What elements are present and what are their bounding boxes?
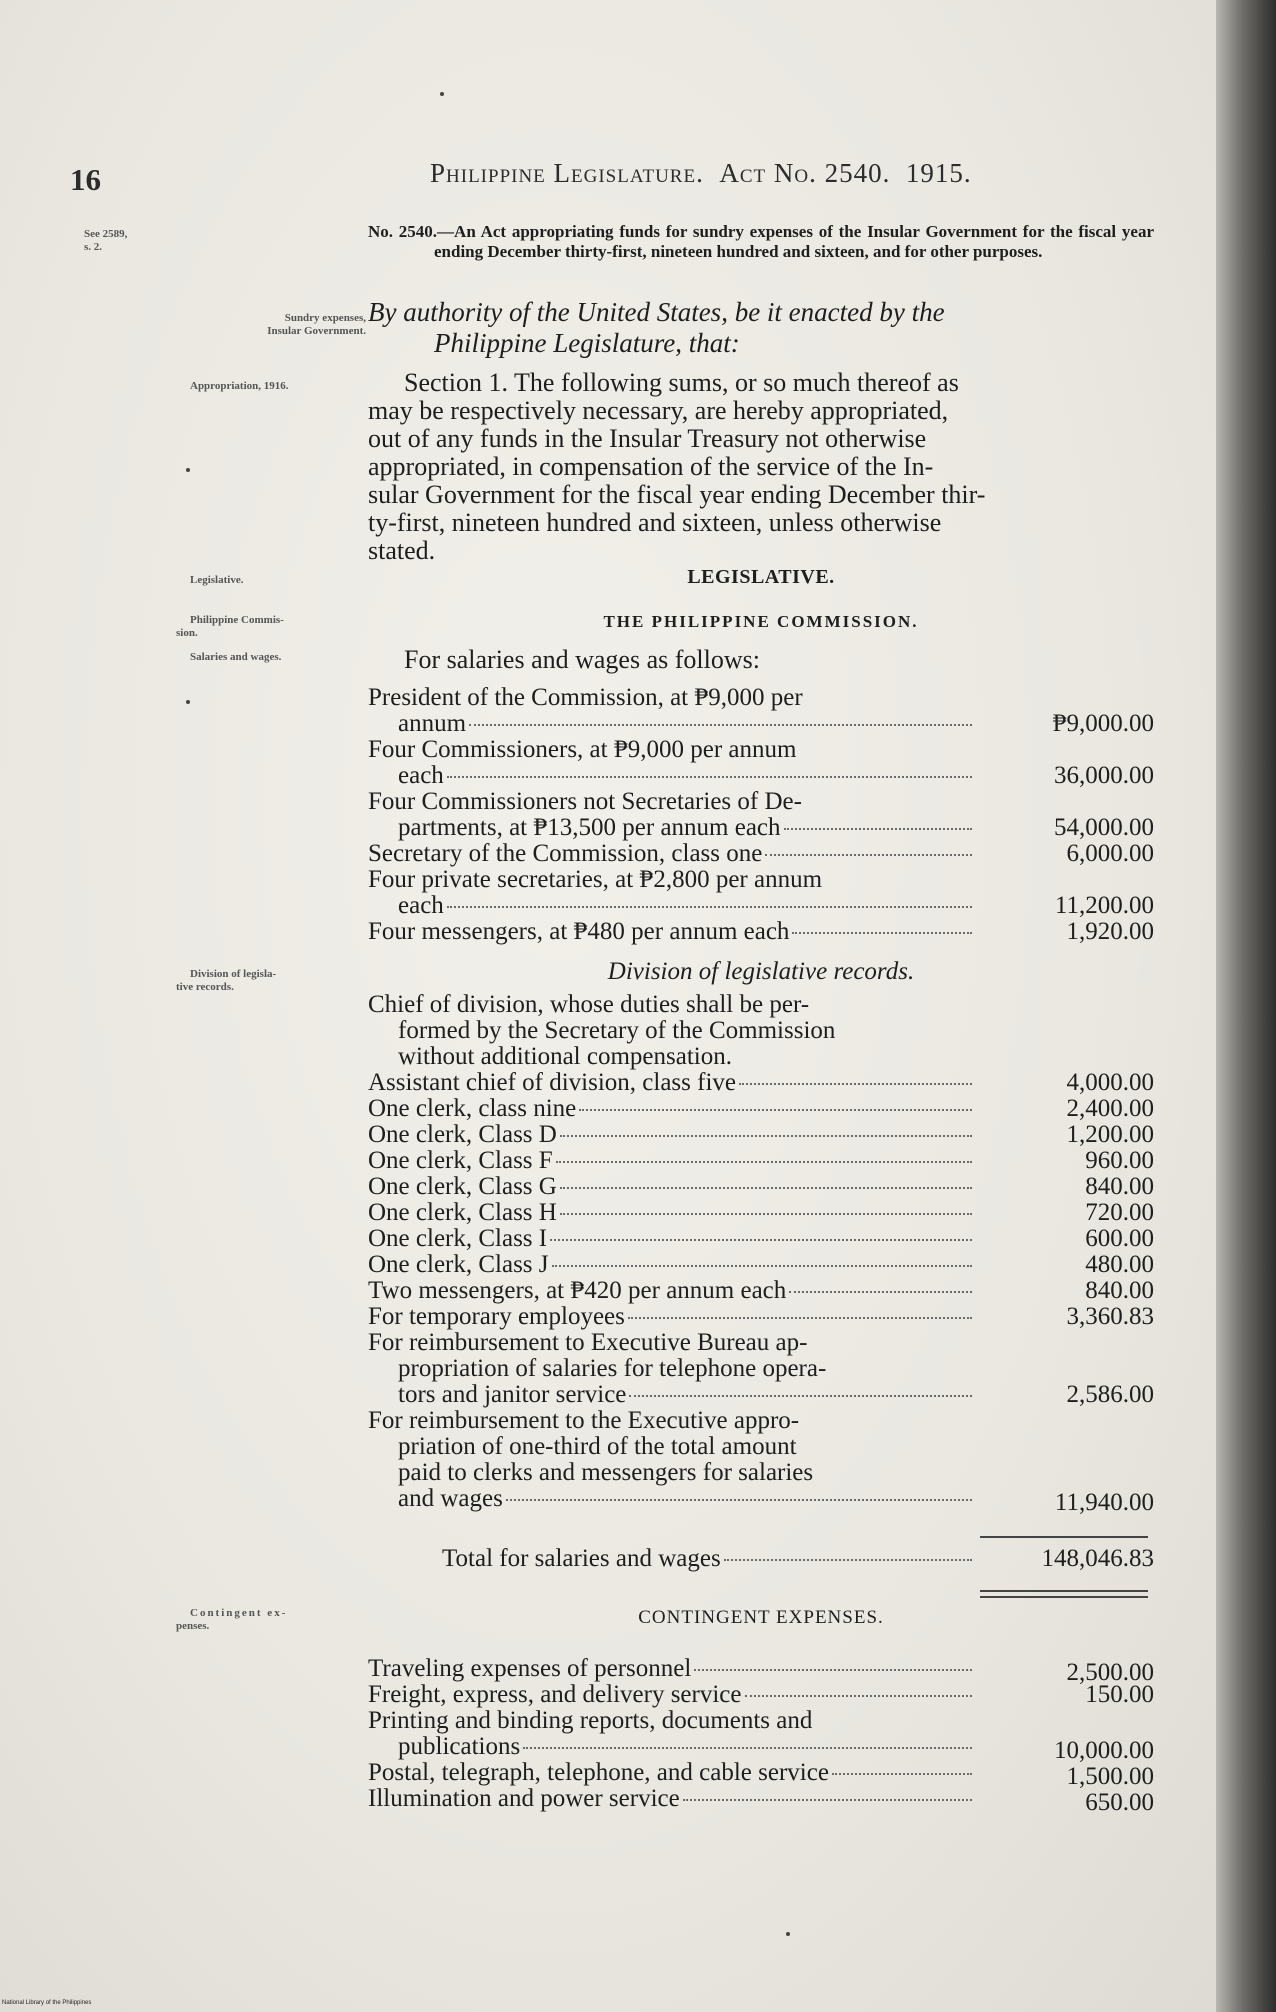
scan-speck bbox=[186, 468, 190, 472]
dot-leader bbox=[789, 1291, 972, 1293]
item-amount: 480.00 bbox=[1085, 1251, 1154, 1278]
margin-note-appropriation: Appropriation, 1916. bbox=[190, 380, 289, 392]
margin-note-contingent bbox=[176, 1607, 287, 1633]
dot-leader bbox=[560, 1135, 972, 1137]
scan-speck bbox=[186, 700, 190, 704]
item-desc-line1: President of the Commission, at ₱9,000 per bbox=[368, 684, 803, 711]
item-amount: 1,500.00 bbox=[1066, 1763, 1154, 1790]
item-desc-line2: propriation of salaries for telephone opera- bbox=[398, 1355, 827, 1382]
item-desc-line1: For temporary employees bbox=[368, 1303, 625, 1330]
item-amount: 2,500.00 bbox=[1066, 1659, 1154, 1686]
item-desc-line3: paid to clerks and messengers for salaries bbox=[398, 1459, 814, 1486]
total-label: Total for salaries and wages bbox=[442, 1545, 721, 1572]
margin-note-legislative: Legislative. bbox=[190, 574, 244, 586]
dot-leader bbox=[560, 1213, 972, 1215]
running-head bbox=[430, 158, 972, 189]
heading-division: Division of legislative records. bbox=[607, 958, 915, 985]
item-amount: 960.00 bbox=[1085, 1147, 1154, 1174]
section1-line5: sular Government for the fiscal year ending December thir- bbox=[368, 480, 986, 509]
chief-line3: without additional compensation. bbox=[398, 1043, 732, 1070]
act-title-line2: Government for the fiscal year ending December thirty-first, nineteen bbox=[434, 222, 1155, 261]
item-desc-line1: Four Commissioners not Secretaries of De- bbox=[368, 788, 802, 815]
dot-leader bbox=[506, 1499, 972, 1501]
total-amount: 148,046.83 bbox=[1041, 1545, 1154, 1572]
item-desc-line2: each bbox=[398, 892, 444, 919]
item-desc-line1: Four messengers, at ₱480 per annum each bbox=[368, 918, 790, 945]
item-amount: 1,200.00 bbox=[1066, 1121, 1154, 1148]
margin-see-line1: See 2589, bbox=[84, 228, 128, 240]
margin-note-sundry bbox=[176, 312, 366, 338]
running-head-year: 1915. bbox=[905, 158, 972, 188]
item-amount: 11,940.00 bbox=[1054, 1489, 1154, 1516]
dot-leader bbox=[560, 1187, 972, 1189]
running-head-act: Act No. 2540. bbox=[719, 158, 891, 188]
margin-see-line2: s. 2. bbox=[84, 241, 103, 253]
section-1 bbox=[368, 369, 1154, 565]
margin-note-salaries: Salaries and wages. bbox=[190, 651, 282, 663]
heading-commission: THE PHILIPPINE COMMISSION. bbox=[603, 612, 919, 631]
margin-commission-line1: Philippine Commis- bbox=[190, 614, 284, 626]
item-amount: 4,000.00 bbox=[1066, 1069, 1154, 1096]
enacting-line2: Philippine Legislature, that: bbox=[434, 328, 740, 358]
dot-leader bbox=[792, 932, 972, 934]
item-desc-line2: partments, at ₱13,500 per annum each bbox=[398, 814, 781, 841]
item-desc-line2: publications bbox=[398, 1733, 521, 1760]
item-amount: 720.00 bbox=[1085, 1199, 1154, 1226]
item-desc-line1: One clerk, Class J bbox=[368, 1251, 549, 1278]
salaries-intro: For salaries and wages as follows: bbox=[404, 645, 760, 674]
item-desc-line1: Two messengers, at ₱420 per annum each bbox=[368, 1277, 787, 1304]
dot-leader bbox=[694, 1669, 972, 1671]
item-desc-line1: One clerk, Class H bbox=[368, 1199, 557, 1226]
item-desc-line1: One clerk, Class F bbox=[368, 1147, 553, 1174]
dot-leader bbox=[724, 1559, 972, 1561]
act-title bbox=[368, 222, 1154, 262]
item-desc-line1: One clerk, Class G bbox=[368, 1173, 557, 1200]
book-edge-shadow bbox=[1216, 0, 1276, 2012]
dot-leader bbox=[745, 1695, 973, 1697]
item-amount: 6,000.00 bbox=[1066, 840, 1154, 867]
section1-line7: stated. bbox=[368, 536, 436, 565]
item-desc-line1: Illumination and power service bbox=[368, 1785, 680, 1812]
margin-division-line1: Division of legisla- bbox=[190, 968, 277, 980]
dot-leader bbox=[550, 1239, 972, 1241]
item-desc-line1: Four Commissioners, at ₱9,000 per annum bbox=[368, 736, 797, 763]
item-amount: 54,000.00 bbox=[1054, 814, 1154, 841]
margin-note-commission bbox=[176, 614, 284, 640]
dot-leader bbox=[683, 1799, 972, 1801]
chief-line1: Chief of division, whose duties shall be per- bbox=[368, 991, 810, 1018]
act-title-text bbox=[368, 222, 1154, 262]
item-desc-line1: One clerk, class nine bbox=[368, 1095, 577, 1122]
dot-leader bbox=[739, 1083, 972, 1085]
item-desc-line1: For reimbursement to Executive Bureau ap- bbox=[368, 1329, 808, 1356]
item-desc-line1: Printing and binding reports, documents and bbox=[368, 1707, 813, 1734]
item-amount: 36,000.00 bbox=[1054, 762, 1154, 789]
dot-leader bbox=[629, 1395, 972, 1397]
page-number: 16 bbox=[70, 162, 101, 197]
item-desc-line1: Assistant chief of division, class five bbox=[368, 1069, 736, 1096]
act-title-line3: hundred and sixteen, and for other purposes. bbox=[716, 242, 1043, 261]
item-amount: 650.00 bbox=[1085, 1789, 1154, 1816]
item-amount: 2,400.00 bbox=[1066, 1095, 1154, 1122]
dot-leader bbox=[447, 906, 972, 908]
item-desc-line1: Traveling expenses of personnel bbox=[368, 1655, 692, 1682]
dot-leader bbox=[556, 1161, 972, 1163]
dot-leader bbox=[469, 724, 972, 726]
act-title-line1: No. 2540.—An Act appropriating funds for sundry expenses of the Insular bbox=[368, 222, 920, 241]
running-head-title: Philippine Legislature. bbox=[430, 158, 704, 188]
section1-line2: may be respectively necessary, are hereby appropriated, bbox=[368, 396, 949, 425]
margin-sundry-line1: Sundry expenses, bbox=[284, 312, 366, 324]
margin-note-see bbox=[84, 228, 127, 254]
item-amount: 11,200.00 bbox=[1054, 892, 1154, 919]
margin-contingent-line2: penses. bbox=[176, 1620, 210, 1632]
item-desc-line1: Freight, express, and delivery service bbox=[368, 1681, 742, 1708]
margin-sundry-line2: Insular Government. bbox=[267, 325, 366, 337]
heading-legislative: LEGISLATIVE. bbox=[687, 566, 835, 588]
margin-contingent-line1: Contingent ex- bbox=[190, 1607, 288, 1619]
item-desc-line1: Postal, telegraph, telephone, and cable service bbox=[368, 1759, 829, 1786]
margin-note-division bbox=[176, 968, 276, 994]
footer-stamp: National Library of the Philippines bbox=[2, 2000, 92, 2006]
item-amount: 10,000.00 bbox=[1054, 1737, 1154, 1764]
item-desc-line1: For reimbursement to the Executive appro- bbox=[368, 1407, 800, 1434]
item-desc-line1: One clerk, Class I bbox=[368, 1225, 548, 1252]
item-desc-line1: One clerk, Class D bbox=[368, 1121, 557, 1148]
item-amount: 150.00 bbox=[1085, 1681, 1154, 1708]
section1-line1: Section 1. The following sums, or so much thereof as bbox=[404, 368, 959, 397]
item-amount: 3,360.83 bbox=[1066, 1303, 1154, 1330]
section1-line6: ty-first, nineteen hundred and sixteen, unless otherwise bbox=[368, 508, 942, 537]
enacting-clause bbox=[368, 297, 1154, 359]
item-desc-line1: Secretary of the Commission, class one bbox=[368, 840, 763, 867]
margin-commission-line2: sion. bbox=[176, 627, 198, 639]
dot-leader bbox=[579, 1109, 972, 1111]
dot-leader bbox=[765, 854, 972, 856]
scan-speck bbox=[440, 92, 444, 96]
section1-line3: out of any funds in the Insular Treasury not otherwise bbox=[368, 424, 927, 453]
dot-leader bbox=[523, 1747, 972, 1749]
item-desc-line3: tors and janitor service bbox=[398, 1381, 627, 1408]
subtotal-rule bbox=[980, 1536, 1148, 1538]
item-amount: 840.00 bbox=[1085, 1277, 1154, 1304]
enacting-line1: By authority of the United States, be it enacted by the bbox=[368, 297, 945, 327]
item-desc-line1: Four private secretaries, at ₱2,800 per annum bbox=[368, 866, 823, 893]
item-desc-line4: and wages bbox=[398, 1485, 503, 1512]
heading-contingent: CONTINGENT EXPENSES. bbox=[638, 1607, 884, 1628]
item-desc-line2: priation of one-third of the total amount bbox=[398, 1433, 797, 1460]
section1-line4: appropriated, in compensation of the service of the In- bbox=[368, 452, 934, 481]
dot-leader bbox=[784, 828, 972, 830]
item-amount: 2,586.00 bbox=[1066, 1381, 1154, 1408]
item-amount: 840.00 bbox=[1085, 1173, 1154, 1200]
dot-leader bbox=[552, 1265, 972, 1267]
total-double-rule bbox=[980, 1590, 1148, 1598]
item-amount: ₱9,000.00 bbox=[1052, 710, 1154, 737]
dot-leader bbox=[628, 1317, 972, 1319]
item-amount: 1,920.00 bbox=[1066, 918, 1154, 945]
item-amount: 600.00 bbox=[1085, 1225, 1154, 1252]
dot-leader bbox=[832, 1773, 972, 1775]
item-desc-line2: each bbox=[398, 762, 444, 789]
dot-leader bbox=[447, 776, 972, 778]
chief-line2: formed by the Secretary of the Commission bbox=[398, 1017, 836, 1044]
margin-division-line2: tive records. bbox=[176, 981, 234, 993]
item-desc-line2: annum bbox=[398, 710, 467, 737]
scan-speck bbox=[786, 1932, 790, 1936]
